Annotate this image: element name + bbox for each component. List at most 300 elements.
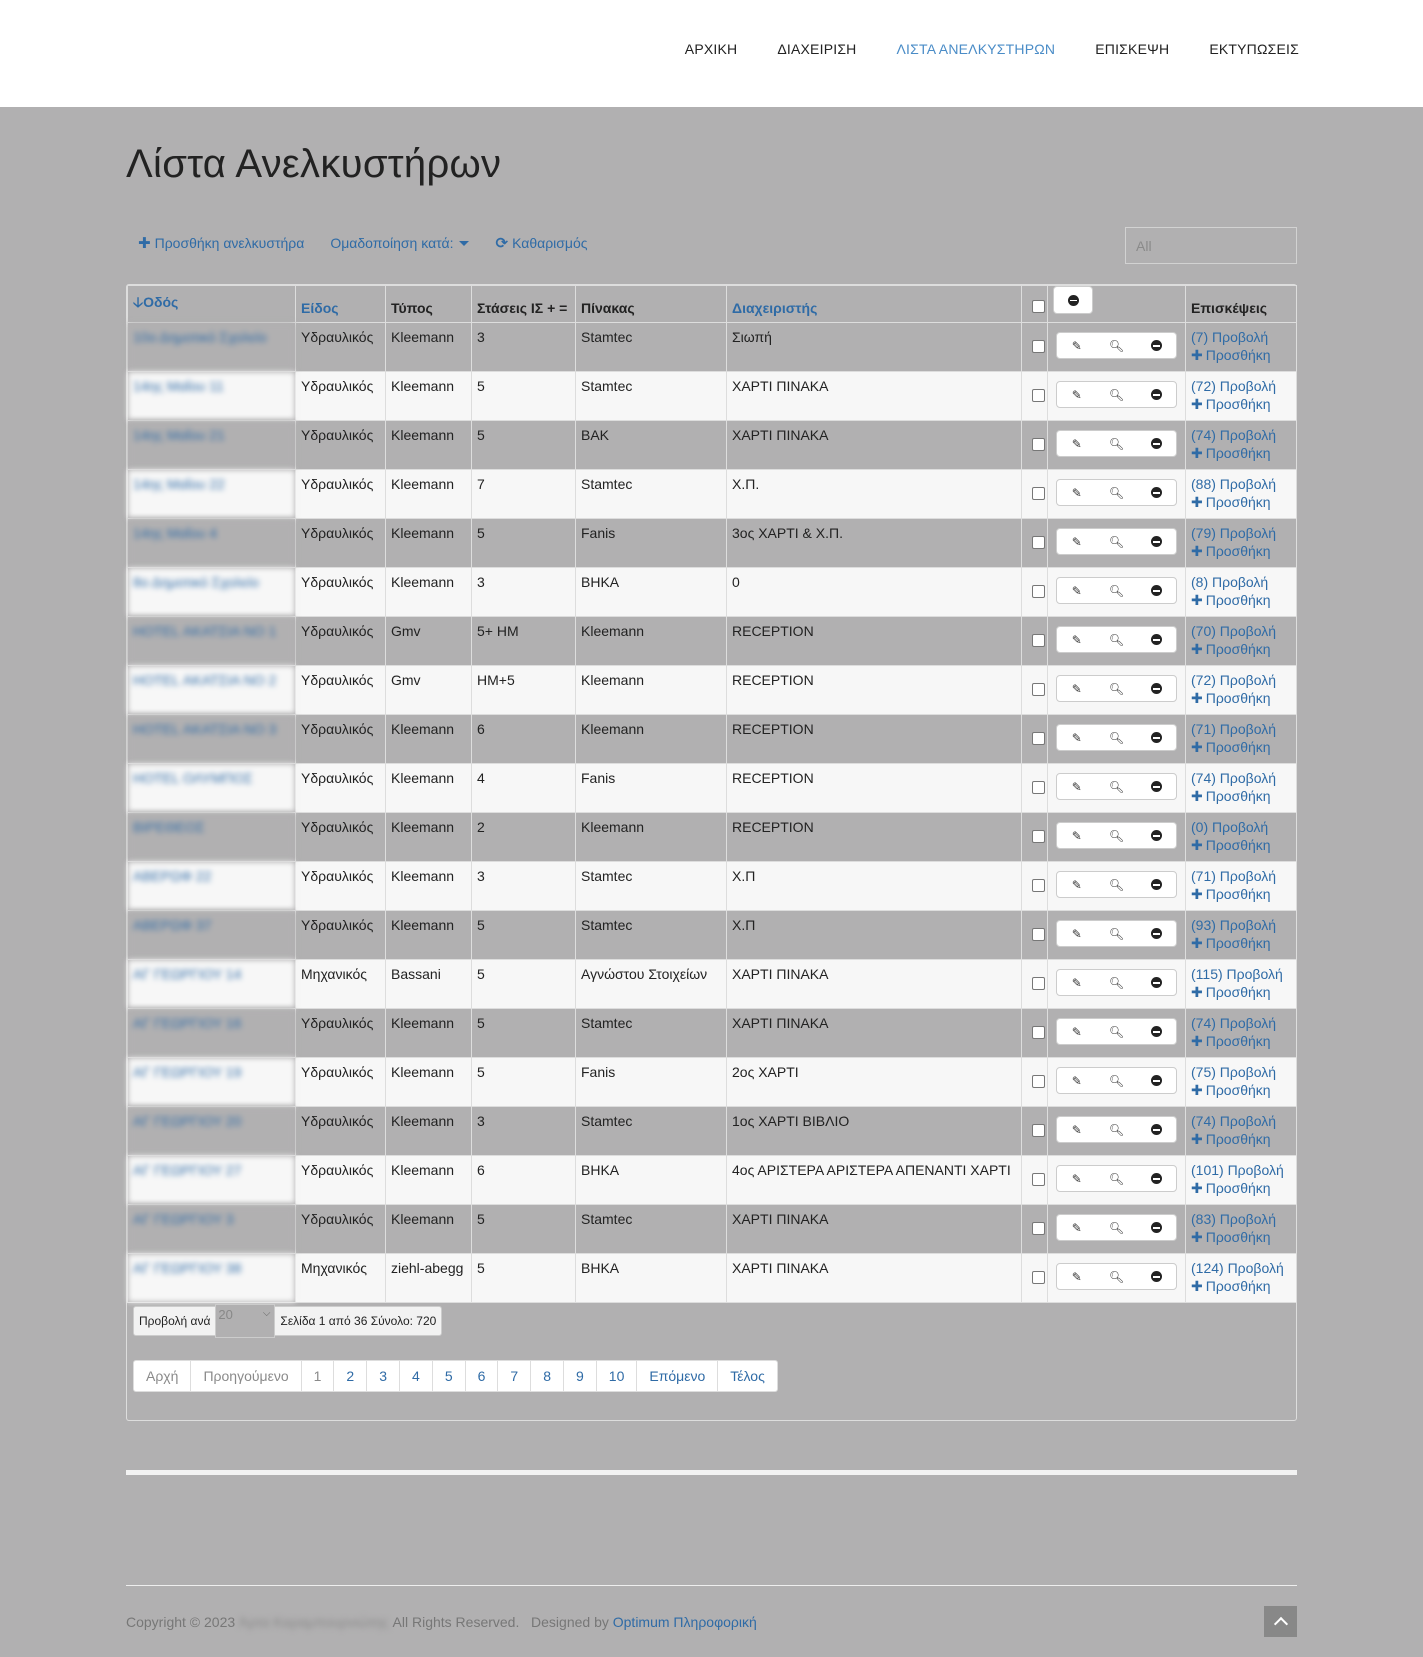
view-visits-link[interactable]: (88) Προβολή <box>1191 476 1277 492</box>
delete-button[interactable] <box>1136 872 1176 897</box>
edit-button[interactable] <box>1057 480 1097 505</box>
page-link-2[interactable]: 1 <box>302 1361 335 1391</box>
cell-stops: 5 <box>472 1009 576 1058</box>
search-icon: 🔍︎ <box>1108 681 1125 696</box>
cell-manager: RECEPTION <box>727 666 1022 715</box>
cell-stops: 3 <box>472 1107 576 1156</box>
add-visit-link[interactable] <box>1191 1277 1291 1295</box>
view-button[interactable] <box>1097 1215 1137 1240</box>
cell-type: Bassani <box>386 960 472 1009</box>
view-visits-link[interactable]: (115) Προβολή <box>1191 966 1283 982</box>
page-title: Λίστα Ανελκυστήρων <box>126 142 502 186</box>
delete-button[interactable] <box>1136 774 1176 799</box>
row-actions <box>1056 1263 1177 1290</box>
cell-street[interactable]: ΑΒΕΡΩΦ 37 <box>128 911 296 960</box>
col-stops: Στάσεις ΙΣ + = <box>472 286 576 323</box>
cell-visits <box>1186 1205 1297 1254</box>
delete-button[interactable] <box>1136 725 1176 750</box>
plus-icon: ✚ <box>1191 1131 1203 1147</box>
row-actions <box>1056 1116 1177 1143</box>
delete-button[interactable] <box>1136 1166 1176 1191</box>
add-visit-link[interactable] <box>1191 395 1291 413</box>
cell-actions <box>1048 862 1186 911</box>
edit-button[interactable] <box>1057 921 1097 946</box>
view-button[interactable] <box>1097 872 1137 897</box>
delete-button[interactable] <box>1136 921 1176 946</box>
delete-button[interactable] <box>1136 480 1176 505</box>
edit-button[interactable] <box>1057 529 1097 554</box>
cell-actions <box>1048 764 1186 813</box>
row-actions <box>1056 1214 1177 1241</box>
cell-select <box>1022 519 1048 568</box>
cell-visits <box>1186 1058 1297 1107</box>
view-visits-link[interactable]: (74) Προβολή <box>1191 770 1277 786</box>
cell-stops: 7 <box>472 470 576 519</box>
add-visit-link[interactable] <box>1191 542 1291 560</box>
search-icon: 🔍︎ <box>1108 534 1125 549</box>
add-visit-link[interactable] <box>1191 1081 1291 1099</box>
page-link-13[interactable]: Τέλος <box>730 1368 765 1384</box>
view-visits-link[interactable]: (72) Προβολή <box>1191 378 1277 394</box>
cell-street[interactable]: 8ο Δημοτικό Σχολείο <box>128 568 296 617</box>
cell-street[interactable]: 10ο Δημοτικό Σχολείο <box>128 323 296 372</box>
page-link-11[interactable]: 10 <box>597 1361 638 1391</box>
nav-item-3[interactable]: ΕΠΙΣΚΕΨΗ <box>1095 41 1170 57</box>
cell-panel: Stamtec <box>576 372 727 421</box>
edit-button[interactable] <box>1057 431 1097 456</box>
page-link-7[interactable]: 6 <box>466 1361 499 1391</box>
add-visit-link[interactable] <box>1191 1228 1291 1246</box>
cell-stops: 3 <box>472 568 576 617</box>
page-link-6[interactable]: 5 <box>433 1361 466 1391</box>
view-visits-link[interactable]: (79) Προβολή <box>1191 525 1277 541</box>
view-button[interactable] <box>1097 431 1137 456</box>
view-button[interactable] <box>1097 529 1137 554</box>
delete-button[interactable] <box>1136 1215 1176 1240</box>
cell-street[interactable]: 14ης Μαΐου 11 <box>128 372 296 421</box>
col-street[interactable]: 🡣Οδός <box>128 286 296 323</box>
minus-circle-icon <box>1151 389 1162 400</box>
add-visit-link[interactable] <box>1191 444 1291 462</box>
edit-icon: ✎ <box>1071 485 1082 500</box>
search-icon: 🔍︎ <box>1108 975 1125 990</box>
add-visit-label: Προσθήκη <box>1205 1180 1271 1196</box>
row-checkbox[interactable] <box>1032 928 1045 941</box>
cell-street[interactable]: HOTEL ΑΚΑΤΣΙΑ ΝΟ 2 <box>128 666 296 715</box>
row-checkbox[interactable] <box>1032 1075 1045 1088</box>
cell-select <box>1022 1058 1048 1107</box>
cell-actions <box>1048 421 1186 470</box>
add-visit-link[interactable] <box>1191 738 1291 756</box>
view-visits-link[interactable]: (83) Προβολή <box>1191 1211 1277 1227</box>
cell-kind: Υδραυλικός <box>296 862 386 911</box>
page-link-0[interactable]: Αρχή <box>134 1361 191 1391</box>
plus-icon: ✚ <box>1191 984 1203 1000</box>
pager-info <box>133 1306 442 1336</box>
cell-manager: ΧΑΡΤΙ ΠΙΝΑΚΑ <box>727 1254 1022 1303</box>
minus-circle-icon <box>1151 536 1162 547</box>
view-visits-link[interactable]: (75) Προβολή <box>1191 1064 1277 1080</box>
cell-street[interactable]: HOTEL ΟΛΥΜΠΟΣ <box>128 764 296 813</box>
view-button[interactable] <box>1097 1117 1137 1142</box>
add-visit-label: Προσθήκη <box>1205 1082 1271 1098</box>
cell-street[interactable]: ΑΓ ΓΕΩΡΓΙΟΥ 19 <box>128 1058 296 1107</box>
row-checkbox[interactable] <box>1032 781 1045 794</box>
cell-panel: Stamtec <box>576 862 727 911</box>
add-visit-link[interactable] <box>1191 787 1291 805</box>
cell-kind: Μηχανικός <box>296 1254 386 1303</box>
view-visits-link[interactable]: (7) Προβολή <box>1191 329 1269 345</box>
view-visits-link[interactable]: (74) Προβολή <box>1191 1015 1277 1031</box>
cell-kind: Υδραυλικός <box>296 470 386 519</box>
plus-icon: ✚ <box>1191 1033 1203 1049</box>
delete-button[interactable] <box>1136 333 1176 358</box>
add-visit-link[interactable] <box>1191 591 1291 609</box>
minus-circle-icon <box>1151 1026 1162 1037</box>
row-checkbox[interactable] <box>1032 1271 1045 1284</box>
row-checkbox[interactable] <box>1032 830 1045 843</box>
plus-icon: ✚ <box>1191 788 1203 804</box>
cell-kind: Υδραυλικός <box>296 1107 386 1156</box>
add-visit-link[interactable] <box>1191 1179 1291 1197</box>
cell-select <box>1022 372 1048 421</box>
cell-panel: Stamtec <box>576 470 727 519</box>
cell-select <box>1022 960 1048 1009</box>
delete-button[interactable] <box>1136 1068 1176 1093</box>
row-checkbox[interactable] <box>1032 977 1045 990</box>
minus-circle-icon <box>1151 683 1162 694</box>
cell-actions <box>1048 715 1186 764</box>
edit-icon: ✎ <box>1071 1171 1082 1186</box>
cell-street[interactable]: ΑΓ ΓΕΩΡΓΙΟΥ 38 <box>128 1254 296 1303</box>
view-button[interactable] <box>1097 676 1137 701</box>
view-visits-link[interactable]: (70) Προβολή <box>1191 623 1277 639</box>
view-visits-link[interactable]: (8) Προβολή <box>1191 574 1269 590</box>
table-row <box>128 715 1297 764</box>
view-visits-link[interactable]: (74) Προβολή <box>1191 1113 1277 1129</box>
edit-icon: ✎ <box>1071 338 1082 353</box>
cell-street[interactable]: ΑΓ ΓΕΩΡΓΙΟΥ 16 <box>128 1009 296 1058</box>
cell-select <box>1022 1205 1048 1254</box>
minus-circle-icon <box>1151 1173 1162 1184</box>
col-manager[interactable]: Διαχειριστής <box>727 286 1022 323</box>
row-checkbox[interactable] <box>1032 879 1045 892</box>
cell-stops: 5 <box>472 519 576 568</box>
edit-icon: ✎ <box>1071 436 1082 451</box>
view-visits-link[interactable]: (0) Προβολή <box>1191 819 1269 835</box>
page-link-5[interactable]: 4 <box>400 1361 433 1391</box>
page-link-12[interactable]: Επόμενο <box>637 1361 718 1391</box>
edit-button[interactable] <box>1057 382 1097 407</box>
cell-kind: Υδραυλικός <box>296 421 386 470</box>
nav-item-2[interactable]: ΛΙΣΤΑ ΑΝΕΛΚΥΣΤΗΡΩΝ <box>896 41 1056 57</box>
delete-button[interactable] <box>1136 823 1176 848</box>
row-actions <box>1056 675 1177 702</box>
edit-button[interactable] <box>1057 823 1097 848</box>
add-visit-link[interactable] <box>1191 934 1291 952</box>
page-link-3[interactable]: 2 <box>334 1361 367 1391</box>
row-checkbox[interactable] <box>1032 487 1045 500</box>
edit-button[interactable] <box>1057 1264 1097 1289</box>
delete-button[interactable] <box>1136 1019 1176 1044</box>
page-link-9[interactable]: 8 <box>531 1361 564 1391</box>
table-header-row <box>128 286 1297 323</box>
nav-item-0[interactable]: ΑΡΧΙΚΗ <box>684 41 738 57</box>
view-button[interactable] <box>1097 1019 1137 1044</box>
delete-button[interactable] <box>1136 627 1176 652</box>
plus-icon: ✚ <box>1191 347 1203 363</box>
reset-link[interactable] <box>495 234 587 252</box>
edit-icon: ✎ <box>1071 779 1082 794</box>
group-by-dropdown[interactable] <box>330 235 469 251</box>
cell-kind: Υδραυλικός <box>296 666 386 715</box>
table-row <box>128 519 1297 568</box>
cell-street[interactable]: ΒΙΡΕΘΕΟΣ <box>128 813 296 862</box>
edit-button[interactable] <box>1057 872 1097 897</box>
cell-manager: 2ος ΧΑΡΤΙ <box>727 1058 1022 1107</box>
arrow-down-icon: 🡣 <box>133 294 144 310</box>
cell-stops: 5+ HM <box>472 617 576 666</box>
delete-button[interactable] <box>1136 1117 1176 1142</box>
cell-visits <box>1186 470 1297 519</box>
add-visit-link[interactable] <box>1191 346 1291 364</box>
edit-button[interactable] <box>1057 333 1097 358</box>
page-link-8[interactable]: 7 <box>498 1361 531 1391</box>
add-visit-link[interactable] <box>1191 689 1291 707</box>
view-button[interactable] <box>1097 382 1137 407</box>
minus-circle-icon <box>1151 1124 1162 1135</box>
view-visits-link[interactable]: (71) Προβολή <box>1191 868 1277 884</box>
table-row <box>128 960 1297 1009</box>
cell-actions <box>1048 617 1186 666</box>
cell-street[interactable]: 14ης Μαΐου 22 <box>128 470 296 519</box>
add-visit-link[interactable] <box>1191 836 1291 854</box>
add-visit-label: Προσθήκη <box>1205 935 1271 951</box>
view-visits-link[interactable]: (72) Προβολή <box>1191 672 1277 688</box>
plus-icon: ✚ <box>1191 935 1203 951</box>
row-actions <box>1056 969 1177 996</box>
delete-button[interactable] <box>1136 529 1176 554</box>
col-panel: Πίνακας <box>576 286 727 323</box>
edit-button[interactable] <box>1057 774 1097 799</box>
elevator-table-panel <box>126 284 1297 1421</box>
cell-street[interactable]: 14ης Μαΐου 4 <box>128 519 296 568</box>
rights: All Rights Reserved. <box>392 1614 520 1630</box>
page-link-10[interactable]: 9 <box>564 1361 597 1391</box>
delete-button[interactable] <box>1136 676 1176 701</box>
cell-select <box>1022 568 1048 617</box>
plus-icon: ✚ <box>138 235 151 252</box>
add-visit-link[interactable] <box>1191 1032 1291 1050</box>
divider <box>126 1470 1297 1475</box>
cell-panel: Stamtec <box>576 1009 727 1058</box>
minus-circle-icon <box>1151 340 1162 351</box>
cell-type: Kleemann <box>386 470 472 519</box>
plus-icon: ✚ <box>1191 396 1203 412</box>
search-input[interactable] <box>1125 227 1297 264</box>
page-link-4[interactable]: 3 <box>367 1361 400 1391</box>
row-checkbox[interactable] <box>1032 1173 1045 1186</box>
view-visits-link[interactable]: (71) Προβολή <box>1191 721 1277 737</box>
delete-button[interactable] <box>1136 578 1176 603</box>
cell-manager: 0 <box>727 568 1022 617</box>
table-row <box>128 666 1297 715</box>
cell-street[interactable]: 14ης Μαΐου 21 <box>128 421 296 470</box>
cell-visits <box>1186 568 1297 617</box>
edit-icon: ✎ <box>1071 1122 1082 1137</box>
plus-icon: ✚ <box>1191 690 1203 706</box>
row-actions <box>1056 577 1177 604</box>
view-button[interactable] <box>1097 627 1137 652</box>
edit-button[interactable] <box>1057 725 1097 750</box>
view-visits-link[interactable]: (93) Προβολή <box>1191 917 1277 933</box>
row-actions <box>1056 528 1177 555</box>
cell-panel: ΒΗΚΑ <box>576 1254 727 1303</box>
scroll-to-top-button[interactable] <box>1264 1606 1297 1637</box>
cell-street[interactable]: HOTEL ΑΚΑΤΣΙΑ ΝΟ 3 <box>128 715 296 764</box>
row-checkbox[interactable] <box>1032 683 1045 696</box>
plus-icon: ✚ <box>1191 592 1203 608</box>
add-visit-link[interactable] <box>1191 885 1291 903</box>
cell-street[interactable]: ΑΓ ΓΕΩΡΓΙΟΥ 27 <box>128 1156 296 1205</box>
delete-button[interactable] <box>1136 970 1176 995</box>
delete-button[interactable] <box>1136 1264 1176 1289</box>
view-visits-link[interactable]: (124) Προβολή <box>1191 1260 1284 1276</box>
edit-button[interactable] <box>1057 1019 1097 1044</box>
table-row <box>128 568 1297 617</box>
row-checkbox[interactable] <box>1032 438 1045 451</box>
table-row <box>128 1156 1297 1205</box>
row-checkbox[interactable] <box>1032 340 1045 353</box>
plus-icon: ✚ <box>1191 1180 1203 1196</box>
cell-stops: HM+5 <box>472 666 576 715</box>
view-button[interactable] <box>1097 1166 1137 1191</box>
search-icon: 🔍︎ <box>1108 387 1125 402</box>
add-elevator-link[interactable] <box>138 234 304 252</box>
edit-icon: ✎ <box>1071 877 1082 892</box>
view-visits-link[interactable]: (74) Προβολή <box>1191 427 1277 443</box>
plus-icon: ✚ <box>1191 886 1203 902</box>
delete-button[interactable] <box>1136 431 1176 456</box>
cell-select <box>1022 1009 1048 1058</box>
edit-button[interactable] <box>1057 676 1097 701</box>
edit-button[interactable] <box>1057 1166 1097 1191</box>
view-button[interactable] <box>1097 823 1137 848</box>
view-button[interactable] <box>1097 774 1137 799</box>
edit-button[interactable] <box>1057 970 1097 995</box>
view-visits-link[interactable]: (101) Προβολή <box>1191 1162 1284 1178</box>
cell-kind: Υδραυλικός <box>296 519 386 568</box>
plus-icon: ✚ <box>1191 543 1203 559</box>
view-button[interactable] <box>1097 578 1137 603</box>
copyright: Copyright © 2023 <box>126 1614 236 1630</box>
cell-select <box>1022 911 1048 960</box>
delete-button[interactable] <box>1136 382 1176 407</box>
add-visit-link[interactable] <box>1191 1130 1291 1148</box>
edit-icon: ✎ <box>1071 730 1082 745</box>
cell-manager: Χ.Π <box>727 862 1022 911</box>
minus-circle-icon <box>1151 928 1162 939</box>
cell-kind: Υδραυλικός <box>296 764 386 813</box>
view-button[interactable] <box>1097 725 1137 750</box>
plus-icon: ✚ <box>1191 494 1203 510</box>
cell-street[interactable]: HOTEL ΑΚΑΤΣΙΑ ΝΟ 1 <box>128 617 296 666</box>
add-visit-label: Προσθήκη <box>1205 494 1271 510</box>
row-checkbox[interactable] <box>1032 732 1045 745</box>
row-actions <box>1056 1165 1177 1192</box>
search-icon: 🔍︎ <box>1108 1122 1125 1137</box>
cell-actions <box>1048 1009 1186 1058</box>
nav-item-4[interactable]: ΕΚΤΥΠΩΣΕΙΣ <box>1209 41 1299 57</box>
per-page-select[interactable] <box>215 1304 275 1338</box>
edit-button[interactable] <box>1057 1117 1097 1142</box>
edit-button[interactable] <box>1057 578 1097 603</box>
cell-street[interactable]: ΑΓ ΓΕΩΡΓΙΟΥ 3 <box>128 1205 296 1254</box>
company-name: Άρτα Καραμπουρνιώτης <box>239 1614 389 1630</box>
page-summary: Σελίδα 1 από 36 Σύνολο: 720 <box>280 1314 437 1328</box>
view-button[interactable] <box>1097 921 1137 946</box>
view-button[interactable] <box>1097 1068 1137 1093</box>
cell-street[interactable]: ΑΒΕΡΩΦ 22 <box>128 862 296 911</box>
cell-street[interactable]: ΑΓ ΓΕΩΡΓΙΟΥ 14 <box>128 960 296 1009</box>
row-checkbox[interactable] <box>1032 1124 1045 1137</box>
view-button[interactable] <box>1097 1264 1137 1289</box>
select-all-checkbox[interactable] <box>1032 300 1045 313</box>
cell-manager: ΧΑΡΤΙ ΠΙΝΑΚΑ <box>727 960 1022 1009</box>
view-button[interactable] <box>1097 333 1137 358</box>
plus-icon: ✚ <box>1191 837 1203 853</box>
add-visit-link[interactable] <box>1191 640 1291 658</box>
col-kind[interactable]: Είδος <box>296 286 386 323</box>
row-checkbox[interactable] <box>1032 634 1045 647</box>
search-icon: 🔍︎ <box>1108 583 1125 598</box>
cell-kind: Υδραυλικός <box>296 323 386 372</box>
table-row <box>128 862 1297 911</box>
table-row <box>128 813 1297 862</box>
view-button[interactable] <box>1097 970 1137 995</box>
cell-kind: Υδραυλικός <box>296 911 386 960</box>
edit-button[interactable] <box>1057 1068 1097 1093</box>
cell-type: Kleemann <box>386 1107 472 1156</box>
add-visit-link[interactable] <box>1191 983 1291 1001</box>
reset-label: Καθαρισμός <box>512 235 588 251</box>
cell-panel: Stamtec <box>576 1107 727 1156</box>
edit-button[interactable] <box>1057 1215 1097 1240</box>
row-checkbox[interactable] <box>1032 1222 1045 1235</box>
cell-visits <box>1186 519 1297 568</box>
cell-street[interactable]: ΑΓ ΓΕΩΡΓΙΟΥ 20 <box>128 1107 296 1156</box>
nav-item-1[interactable]: ΔΙΑΧΕΙΡΙΣΗ <box>777 41 857 57</box>
bulk-delete-button[interactable] <box>1053 286 1093 314</box>
page-link-1[interactable]: Προηγούμενο <box>191 1361 301 1391</box>
add-visit-link[interactable] <box>1191 493 1291 511</box>
row-checkbox[interactable] <box>1032 1026 1045 1039</box>
cell-visits <box>1186 617 1297 666</box>
edit-button[interactable] <box>1057 627 1097 652</box>
row-checkbox[interactable] <box>1032 389 1045 402</box>
cell-actions <box>1048 1156 1186 1205</box>
cell-stops: 3 <box>472 862 576 911</box>
refresh-icon: ⟳ <box>495 235 509 252</box>
row-checkbox[interactable] <box>1032 536 1045 549</box>
designer-link[interactable]: Optimum Πληροφορική <box>612 1614 757 1630</box>
cell-stops: 4 <box>472 764 576 813</box>
cell-type: Kleemann <box>386 372 472 421</box>
row-checkbox[interactable] <box>1032 585 1045 598</box>
cell-type: Kleemann <box>386 862 472 911</box>
view-button[interactable] <box>1097 480 1137 505</box>
search-icon: 🔍︎ <box>1108 730 1125 745</box>
